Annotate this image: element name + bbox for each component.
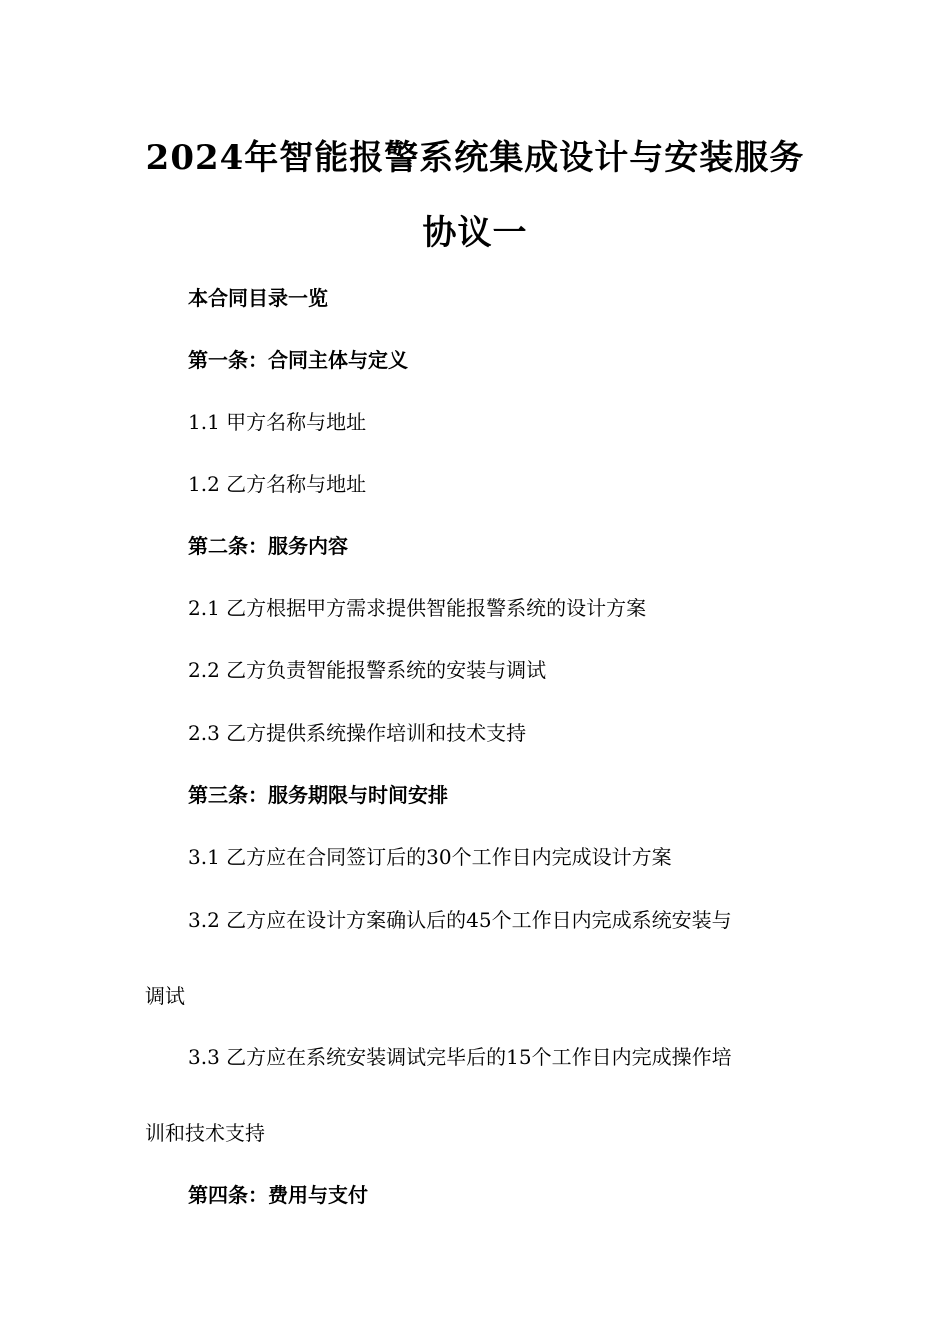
article-1-heading: 第一条：合同主体与定义 [188, 348, 408, 372]
article-3-item-1: 3.1 乙方应在合同签订后的30个工作日内完成设计方案 [188, 845, 672, 869]
article-3-item-3-line-1: 3.3 乙方应在系统安装调试完毕后的15个工作日内完成操作培 [188, 1045, 732, 1069]
toc-heading: 本合同目录一览 [188, 286, 328, 310]
document-title-line-1: 2024年智能报警系统集成设计与安装服务 [145, 138, 805, 178]
article-3-item-2-line-1: 3.2 乙方应在设计方案确认后的45个工作日内完成系统安装与 [188, 908, 732, 932]
article-2-item-3: 2.3 乙方提供系统操作培训和技术支持 [188, 721, 527, 745]
article-4-heading: 第四条：费用与支付 [188, 1183, 368, 1207]
article-3-heading: 第三条：服务期限与时间安排 [188, 783, 448, 807]
article-1-item-1: 1.1 甲方名称与地址 [188, 410, 367, 434]
article-3-item-3-line-2: 训和技术支持 [145, 1121, 265, 1145]
article-2-item-2: 2.2 乙方负责智能报警系统的安装与调试 [188, 658, 547, 682]
article-3-item-2-line-2: 调试 [145, 984, 185, 1008]
document-title-line-2: 协议一 [422, 213, 528, 253]
article-1-item-2: 1.2 乙方名称与地址 [188, 472, 367, 496]
article-2-heading: 第二条：服务内容 [188, 534, 348, 558]
article-2-item-1: 2.1 乙方根据甲方需求提供智能报警系统的设计方案 [188, 596, 647, 620]
